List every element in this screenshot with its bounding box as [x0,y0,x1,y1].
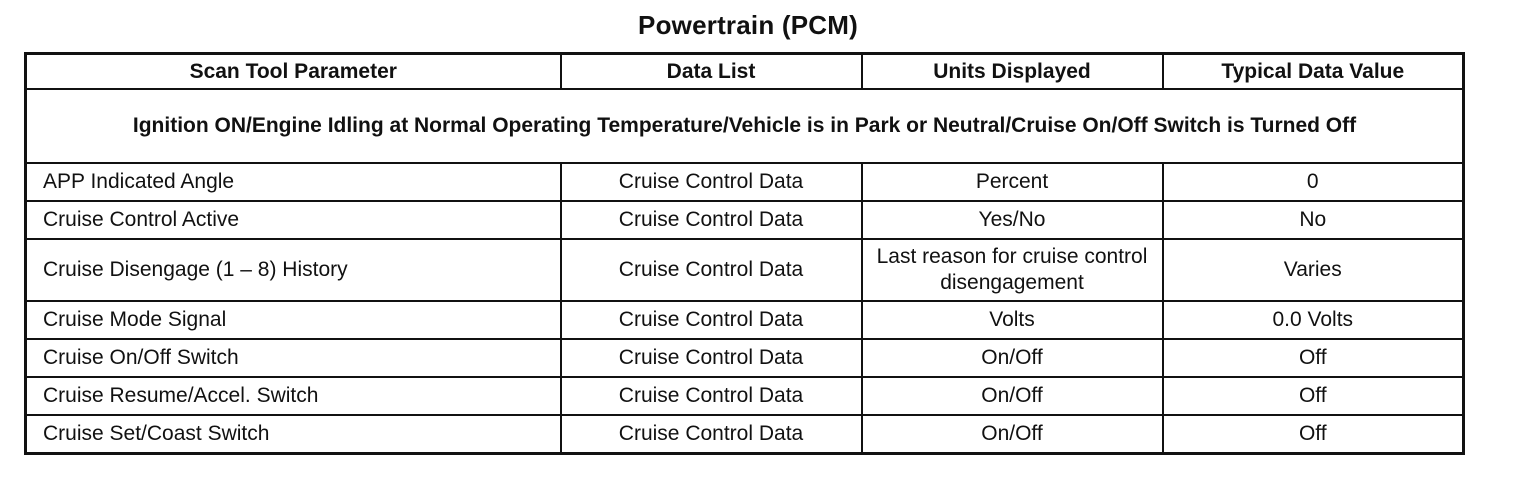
typical-value-cell: Off [1163,339,1464,377]
units-cell: On/Off [862,415,1163,454]
parameter-cell: Cruise Set/Coast Switch [26,415,561,454]
data-list-cell: Cruise Control Data [561,415,862,454]
units-cell: On/Off [862,339,1163,377]
scan-tool-data-table [24,52,1465,455]
header-data-list: Data List [561,54,862,90]
parameter-cell: Cruise Resume/Accel. Switch [26,377,561,415]
units-cell: Percent [862,163,1163,201]
parameter-cell: Cruise Disengage (1 – 8) History [26,239,561,301]
operating-condition: Ignition ON/Engine Idling at Normal Operating Temperature/Vehicle is in Park or Neutral/Cruise On/Off Switch is Turned Off [26,89,1464,163]
parameter-cell: APP Indicated Angle [26,163,561,201]
data-list-cell: Cruise Control Data [561,239,862,301]
table-row [26,415,1464,454]
typical-value-cell: 0 [1163,163,1464,201]
parameter-cell: Cruise On/Off Switch [26,339,561,377]
header-units-displayed: Units Displayed [862,54,1163,90]
typical-value-cell: No [1163,201,1464,239]
typical-value-cell: 0.0 Volts [1163,301,1464,339]
condition-row [26,89,1464,163]
data-list-cell: Cruise Control Data [561,163,862,201]
typical-value-cell: Varies [1163,239,1464,301]
typical-value-cell: Off [1163,415,1464,454]
data-list-cell: Cruise Control Data [561,377,862,415]
table-row [26,201,1464,239]
table-row [26,163,1464,201]
data-list-cell: Cruise Control Data [561,201,862,239]
header-scan-tool-parameter: Scan Tool Parameter [26,54,561,90]
header-row [26,54,1464,90]
data-list-cell: Cruise Control Data [561,339,862,377]
table-row [26,377,1464,415]
units-cell: Volts [862,301,1163,339]
header-typical-data-value: Typical Data Value [1163,54,1464,90]
parameter-cell: Cruise Control Active [26,201,561,239]
data-list-cell: Cruise Control Data [561,301,862,339]
table-row [26,339,1464,377]
table-row [26,239,1464,301]
units-cell: Last reason for cruise control disengagement [862,239,1163,301]
typical-value-cell: Off [1163,377,1464,415]
parameter-cell: Cruise Mode Signal [26,301,561,339]
units-cell: Yes/No [862,201,1163,239]
table-row [26,301,1464,339]
page-title: Powertrain (PCM) [638,10,858,40]
units-cell: On/Off [862,377,1163,415]
